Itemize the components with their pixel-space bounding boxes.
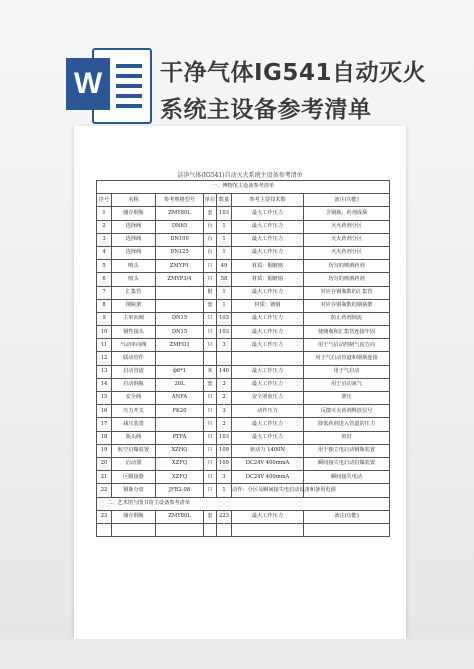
table-cell: 最大工作压力 <box>232 339 304 352</box>
table-cell: 19 <box>97 444 112 457</box>
table-cell: JFB2-08 <box>156 484 204 497</box>
table-cell: 钢瓶分盘 <box>112 484 156 497</box>
table-cell: ZMY80L <box>156 207 204 220</box>
table-cell: 动作：分区及瞬间接失电启动设备和备用电源 <box>232 484 304 497</box>
table-cell: DC24V 400mmA <box>232 471 304 484</box>
table-row <box>97 312 390 325</box>
table-cell: 选择阀 <box>112 246 156 259</box>
word-icon-line <box>116 104 142 108</box>
table-cell: 气动单向阀 <box>112 339 156 352</box>
table-cell: 最大工作压力 <box>232 418 304 431</box>
table-cell: 3 <box>217 378 232 391</box>
table-row <box>97 220 390 233</box>
table-cell: 最大工作压力 <box>232 365 304 378</box>
table-cell: 套 <box>204 510 217 523</box>
table-cell: 23 <box>97 510 112 523</box>
column-header: 数量 <box>217 194 232 207</box>
table-row <box>97 207 390 220</box>
table-cell: 只 <box>204 312 217 325</box>
table-cell: 钢瓶架 <box>112 299 156 312</box>
table-cell: 只 <box>204 418 217 431</box>
table-cell: 材质：铜镀铬 <box>232 260 304 273</box>
column-header: 单位 <box>204 194 217 207</box>
table-cell: DN15 <box>156 312 204 325</box>
table-cell: 材质：铜镀铬 <box>232 273 304 286</box>
table-cell: 只 <box>204 339 217 352</box>
table-row <box>97 444 390 457</box>
table-cell: 3 <box>217 405 232 418</box>
table-cell: 14 <box>97 378 112 391</box>
table-cell: 汇集管 <box>112 286 156 299</box>
table-cell: 灭火药剂分区 <box>304 233 390 246</box>
table-cell: 密封 <box>304 431 390 444</box>
table-cell: 台 <box>204 246 217 259</box>
page-title-line-2: 系统主设备参考清单 <box>160 97 372 123</box>
table-cell <box>156 286 204 299</box>
table-cell: 12 <box>97 352 112 365</box>
table-cell: 套 <box>204 207 217 220</box>
section-title: 一、博物馆主设备参考清单 <box>97 181 390 194</box>
table-cell: ZMY80L <box>156 510 204 523</box>
column-header: 备注(功能) <box>304 194 390 207</box>
table-cell: XZHQ <box>156 444 204 457</box>
table-cell: 灭火药剂分区 <box>304 246 390 259</box>
table-cell <box>156 352 204 365</box>
table-cell: 109 <box>217 457 232 470</box>
table-cell <box>304 523 390 536</box>
table-cell: 3 <box>217 471 232 484</box>
table-cell: 7 <box>97 286 112 299</box>
table-cell: 3 <box>97 233 112 246</box>
table-cell <box>232 352 304 365</box>
table-cell: 15 <box>97 392 112 405</box>
table-cell: XZFQ <box>156 471 204 484</box>
table-row <box>97 471 390 484</box>
table-cell: 最大工作压力 <box>232 220 304 233</box>
table-cell: 材质：镀钢 <box>232 299 304 312</box>
table-row <box>97 405 390 418</box>
table-cell: 瞬间接失电启动启爆装置 <box>304 457 390 470</box>
table-cell: 2 <box>217 392 232 405</box>
table-row <box>97 418 390 431</box>
table-cell: 套 <box>204 378 217 391</box>
table-cell: 对应存钢瓶数的汇集管 <box>304 286 390 299</box>
table-cell: 只 <box>204 484 217 497</box>
table-cell: 区膜接器 <box>112 471 156 484</box>
table-cell: 瞬间接失电动 <box>304 471 390 484</box>
table-cell: 选择阀 <box>112 220 156 233</box>
table-cell: 灭火药剂分区 <box>304 220 390 233</box>
table-cell: 最大工作压力 <box>232 431 304 444</box>
table-cell <box>156 299 204 312</box>
table-cell: 22 <box>97 484 112 497</box>
table-cell <box>204 352 217 365</box>
column-header: 参考主要技术数 <box>232 194 304 207</box>
table-cell: 21 <box>97 471 112 484</box>
table-cell: 只 <box>204 405 217 418</box>
table-cell: 只 <box>204 326 217 339</box>
table-cell: 103 <box>217 207 232 220</box>
table-row <box>97 457 390 470</box>
table-row <box>97 510 390 523</box>
table-cell: 储存钢瓶 <box>112 207 156 220</box>
table-cell: 钢性接头 <box>112 326 156 339</box>
table-cell: 3 <box>217 418 232 431</box>
table-cell: XZFQ <box>156 457 204 470</box>
table-cell: 1 <box>217 246 232 259</box>
table-cell: 103 <box>217 326 232 339</box>
table-cell: 主单向阀 <box>112 312 156 325</box>
table-cell: 均匀的喷洒药剂 <box>304 260 390 273</box>
table-cell: ANFA <box>156 392 204 405</box>
table-cell: 含钢瓶、药剂成瓶 <box>304 207 390 220</box>
table-cell: 3 <box>217 339 232 352</box>
table-cell: ф6*1 <box>156 365 204 378</box>
table-cell: 最大工作压力 <box>232 378 304 391</box>
table-cell <box>204 523 217 536</box>
table-cell: 航空启爆装置 <box>112 444 156 457</box>
table-cell: 防止药剂倒流 <box>304 312 390 325</box>
table-cell: 只 <box>204 457 217 470</box>
table-cell: 米 <box>204 365 217 378</box>
table-cell: 套 <box>204 299 217 312</box>
table-cell <box>217 523 232 536</box>
table-cell: DN125 <box>156 246 204 259</box>
table-cell: ZMFD3 <box>156 339 204 352</box>
table-row <box>97 286 390 299</box>
table-cell: 1 <box>217 233 232 246</box>
column-header: 序号 <box>97 194 112 207</box>
table-cell: 驱动力 1400N <box>232 444 304 457</box>
word-icon-letter: W <box>66 58 110 110</box>
table-cell: FK20 <box>156 405 204 418</box>
column-header: 名称 <box>112 194 156 207</box>
table-cell: 最大工作压力 <box>232 207 304 220</box>
table-row <box>97 523 390 536</box>
table-cell: 4 <box>97 246 112 259</box>
column-header: 参考规格型号 <box>156 194 204 207</box>
section-title: 二、艺术馆与图书馆主设备参考清单 <box>97 497 390 510</box>
table-cell: 1 <box>217 299 232 312</box>
table-cell: 备注(功能) <box>304 510 390 523</box>
table-cell: ZMYP1 <box>156 260 204 273</box>
table-cell: DN100 <box>156 233 204 246</box>
table-cell: 安全泄放压力 <box>232 392 304 405</box>
table-row <box>97 233 390 246</box>
table-cell: 最大工作压力 <box>232 233 304 246</box>
table-cell: 1 <box>217 484 232 497</box>
table-cell: 启动器 <box>112 457 156 470</box>
table-cell: 223 <box>217 510 232 523</box>
table-cell: DC24V 400mmA <box>232 457 304 470</box>
header <box>0 0 474 140</box>
word-icon-line <box>116 94 142 98</box>
table-cell <box>112 523 156 536</box>
table-cell: 动作压力 <box>232 405 304 418</box>
table-cell: DN15 <box>156 326 204 339</box>
word-icon-line <box>116 84 142 88</box>
table-cell: 用于启动氮气 <box>304 378 390 391</box>
table-row <box>97 326 390 339</box>
table-cell: 台 <box>204 233 217 246</box>
table-cell: 103 <box>217 431 232 444</box>
table-cell: 1 <box>217 220 232 233</box>
table-cell: 启动管道 <box>112 365 156 378</box>
table-cell: 反馈灭火药剂释放信号 <box>304 405 390 418</box>
table-cell: 用于气启动控制气流方向 <box>304 339 390 352</box>
table-cell: 最大工作压力 <box>232 246 304 259</box>
table-cell: 9 <box>97 312 112 325</box>
table-cell: 用于独立电启动钢瓶装置 <box>304 444 390 457</box>
table-cell: 台 <box>204 220 217 233</box>
table-cell: 联动管件 <box>112 352 156 365</box>
table-cell: 8 <box>97 299 112 312</box>
word-icon-line <box>116 74 142 78</box>
table-cell <box>217 352 232 365</box>
document-title: 洁净气体(IG541)自动灭火系统主设备参考清单 <box>177 172 303 179</box>
table-cell: 喷头 <box>112 260 156 273</box>
table-row <box>97 352 390 365</box>
document-page <box>74 126 406 639</box>
table-row <box>97 246 390 259</box>
table-row <box>97 392 390 405</box>
table-cell: 20 <box>97 457 112 470</box>
table-cell: 49 <box>217 260 232 273</box>
table-cell: 1 <box>97 207 112 220</box>
table-cell: 103 <box>217 312 232 325</box>
table-cell: 58 <box>217 273 232 286</box>
section-header-row <box>97 181 390 194</box>
table-cell: 140 <box>217 365 232 378</box>
table-row <box>97 273 390 286</box>
table-cell: 用于气启动 <box>304 365 390 378</box>
table-cell: 只 <box>204 260 217 273</box>
table-cell: 5 <box>97 260 112 273</box>
table-cell <box>232 523 304 536</box>
table-cell: 10 <box>97 326 112 339</box>
table-cell: 选择阀 <box>112 233 156 246</box>
table-cell: 根 <box>204 286 217 299</box>
table-cell: 降低药剂进入管道的压力 <box>304 418 390 431</box>
equipment-table <box>96 180 390 537</box>
table-cell <box>156 523 204 536</box>
table-cell: 喷头 <box>112 273 156 286</box>
table-cell: 最大工作压力 <box>232 326 304 339</box>
table-row <box>97 484 390 497</box>
section-header-row <box>97 497 390 510</box>
table-cell: 2 <box>97 220 112 233</box>
table-cell: 只 <box>204 273 217 286</box>
table-cell: 压力开关 <box>112 405 156 418</box>
table-cell <box>156 418 204 431</box>
bottom-strip <box>0 639 474 669</box>
table-row <box>97 431 390 444</box>
table-cell: 20L <box>156 378 204 391</box>
column-header-row <box>97 194 390 207</box>
table-cell: ZMYP3/4 <box>156 273 204 286</box>
table-cell: 储存钢瓶 <box>112 510 156 523</box>
table-cell: 用于气启动管道和钢瓶连接 <box>304 352 390 365</box>
table-cell: 使储瓶和汇集管连接牢固 <box>304 326 390 339</box>
table-cell: 只 <box>204 431 217 444</box>
table-row <box>97 339 390 352</box>
table-cell: 6 <box>97 273 112 286</box>
table-cell: 对应存钢瓶数的钢瓶架 <box>304 299 390 312</box>
table-cell <box>97 523 112 536</box>
table-cell: 泄压 <box>304 392 390 405</box>
table-cell: 16 <box>97 405 112 418</box>
word-document-icon <box>66 44 150 124</box>
table-cell: 瓶头阀 <box>112 431 156 444</box>
table-cell: 18 <box>97 431 112 444</box>
word-icon-line <box>116 64 142 68</box>
table-row <box>97 365 390 378</box>
table-cell: 1 <box>217 286 232 299</box>
table-cell: 安全阀 <box>112 392 156 405</box>
page-title-line-1: 干净气体IG541自动灭火 <box>160 60 426 86</box>
table-row <box>97 260 390 273</box>
table-cell: 最大工作压力 <box>232 312 304 325</box>
table-cell: 最大工作压力 <box>232 286 304 299</box>
table-cell: 只 <box>204 444 217 457</box>
table-cell: 启动钢瓶 <box>112 378 156 391</box>
table-cell: 11 <box>97 339 112 352</box>
table-cell: 只 <box>204 392 217 405</box>
table-row <box>97 378 390 391</box>
table-row <box>97 299 390 312</box>
table-cell: 均匀的喷洒药剂 <box>304 273 390 286</box>
table-cell: PTFA <box>156 431 204 444</box>
table-cell: 109 <box>217 444 232 457</box>
table-cell: DN65 <box>156 220 204 233</box>
table-cell: 只 <box>204 471 217 484</box>
table-cell: 减压装置 <box>112 418 156 431</box>
table-cell: 13 <box>97 365 112 378</box>
table-cell: 最大工作压力 <box>232 510 304 523</box>
table-cell: 17 <box>97 418 112 431</box>
